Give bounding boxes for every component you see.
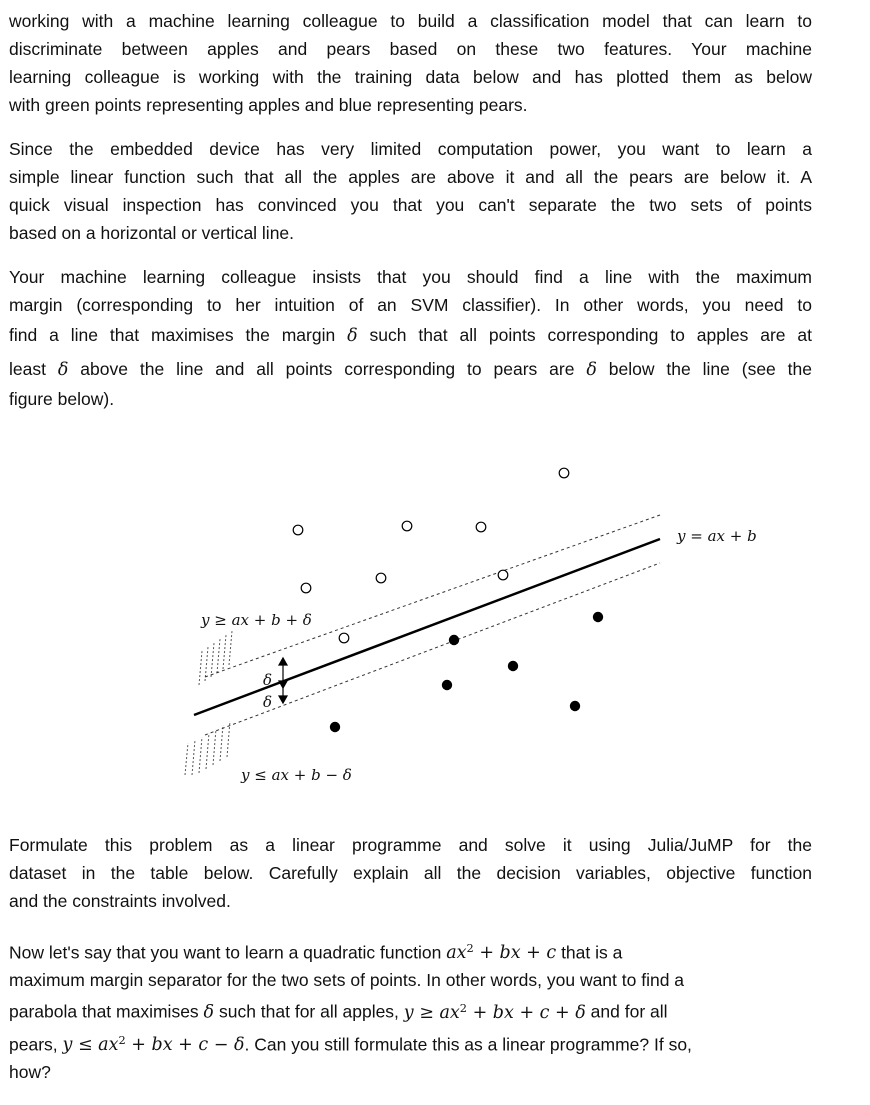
apple-point xyxy=(376,573,386,583)
pear-points xyxy=(330,612,603,732)
quadratic-paragraph xyxy=(9,935,812,1086)
text-line: parabola that maximises δ such that for all apples, $y \ge ax^2$ + bx + c + δ and for all xyxy=(9,1000,668,1023)
lower-margin-line xyxy=(205,563,660,735)
apple-points xyxy=(293,468,569,643)
apple-point xyxy=(301,583,311,593)
pear-point xyxy=(330,722,340,732)
delta-arrows xyxy=(279,658,287,703)
text-line: discriminate between apples and pears based on these two features. Your machine xyxy=(9,39,812,59)
text-line: quick visual inspection has convinced you that you can't separate the two sets of points xyxy=(9,195,812,215)
pear-point xyxy=(442,680,452,690)
text-line: working with a machine learning colleague to build a classification model that can learn to xyxy=(9,11,812,31)
apple-point xyxy=(402,521,412,531)
pear-point xyxy=(570,701,580,711)
task-paragraph xyxy=(9,831,812,915)
upper-margin-line xyxy=(205,515,660,677)
text-line: Your machine learning colleague insists that you should find a line with the maximum xyxy=(9,267,812,287)
quadratic-expression: $ax^2$ + bx + c xyxy=(446,941,557,964)
text-line: learning colleague is working with the training data below and has plotted them as below xyxy=(9,67,812,87)
apple-point xyxy=(498,570,508,580)
apple-point xyxy=(559,468,569,478)
apple-inequality: $y \ge ax^2$ + bx + c + δ xyxy=(403,1000,586,1023)
pear-point xyxy=(593,612,603,622)
text-line: and the constraints involved. xyxy=(9,891,231,911)
apple-point xyxy=(339,633,349,643)
text-line: how? xyxy=(9,1061,51,1082)
text-line: pears, $y \le ax^2$ + bx + c − δ. Can you still formulate this as a linear programme? If so, xyxy=(9,1032,692,1055)
text-line: figure below). xyxy=(9,389,115,409)
text-line: Now let's say that you want to learn a quadratic function $ax^2$ + bx + c that is a xyxy=(9,941,623,964)
text-line: least δ above the line and all points corresponding to pears are δ below the line (see the xyxy=(9,359,812,380)
text-line: with green points representing apples and blue representing pears. xyxy=(9,95,528,115)
delta-lower-label: δ xyxy=(263,693,273,711)
hatch-lower xyxy=(185,721,230,775)
text-line: simple linear function such that all the apples are above it and all the pears are below it. A xyxy=(9,167,812,187)
lower-region-label: y ≤ ax + b − δ xyxy=(241,766,352,784)
intro-paragraph xyxy=(9,7,812,119)
pear-point xyxy=(449,635,459,645)
constraint-paragraph xyxy=(9,135,812,247)
svm-margin-figure xyxy=(180,455,780,795)
text-line: margin (corresponding to her intuition of an SVM classifier). In other words, you need to xyxy=(9,295,812,315)
text-line: dataset in the table below. Carefully explain all the decision variables, objective function xyxy=(9,863,812,883)
delta-upper-label: δ xyxy=(263,671,273,689)
text-line: find a line that maximises the margin δ such that all points corresponding to apples are at xyxy=(9,325,812,346)
apple-point xyxy=(476,522,486,532)
text-line: Since the embedded device has very limited computation power, you want to learn a xyxy=(9,139,812,159)
text-line: based on a horizontal or vertical line. xyxy=(9,223,295,243)
line-label: y = ax + b xyxy=(677,527,757,545)
pear-point xyxy=(508,661,518,671)
pear-inequality: $y \le ax^2$ + bx + c − δ xyxy=(62,1032,245,1055)
apple-point xyxy=(293,525,303,535)
margin-paragraph xyxy=(9,263,812,412)
text-line: Formulate this problem as a linear programme and solve it using Julia/JuMP for the xyxy=(9,835,812,855)
hatch-upper xyxy=(199,631,232,685)
text-line: maximum margin separator for the two sets of points. In other words, you want to find a xyxy=(9,970,685,991)
upper-region-label: y ≥ ax + b + δ xyxy=(201,611,312,629)
